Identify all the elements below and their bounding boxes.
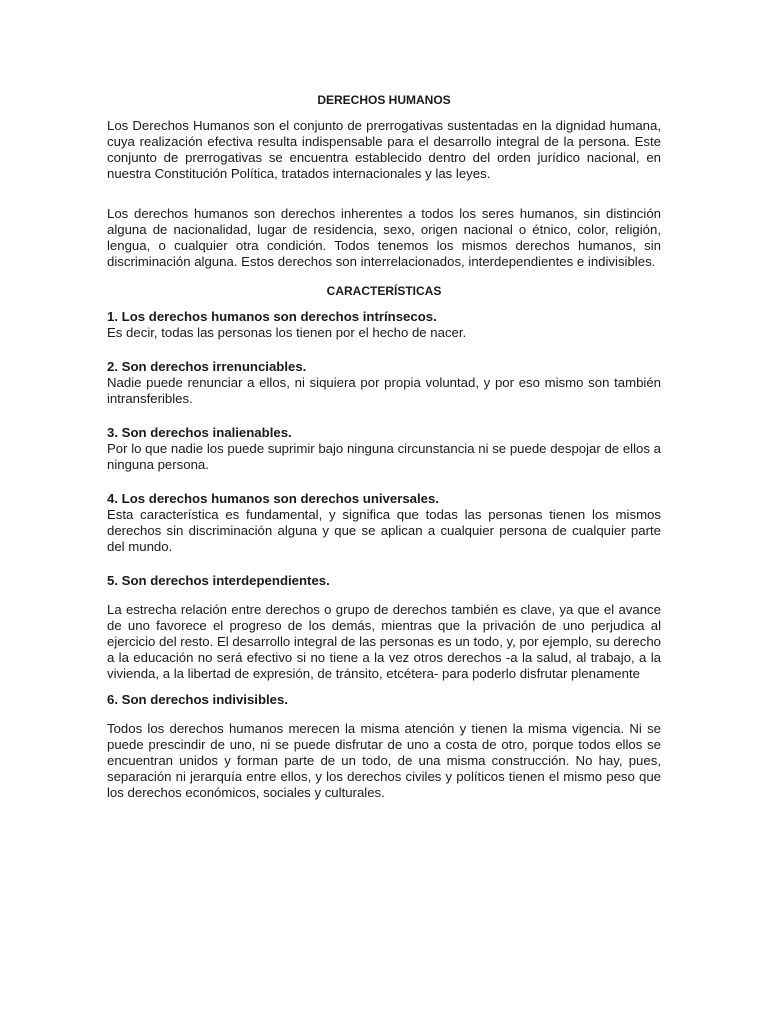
item-heading: 5. Son derechos interdependientes.	[107, 573, 330, 588]
document-title: DERECHOS HUMANOS	[317, 93, 451, 107]
section-title: CARACTERÍSTICAS	[326, 284, 442, 298]
list-item	[107, 692, 661, 801]
item-heading: 1. Los derechos humanos son derechos intrínsecos.	[107, 309, 437, 324]
item-body: Por lo que nadie los puede suprimir bajo ninguna circunstancia ni se puede despojar de ellos a ninguna persona.	[107, 441, 661, 472]
list-item	[107, 425, 661, 473]
list-item	[107, 491, 661, 555]
item-heading: 6. Son derechos indivisibles.	[107, 692, 289, 707]
list-item	[107, 573, 661, 682]
item-body: Nadie puede renunciar a ellos, ni siquiera por propia voluntad, y por eso mismo son también intransferibles.	[107, 375, 661, 406]
item-body: Todos los derechos humanos merecen la misma atención y tienen la misma vigencia. Ni se puede prescindir de uno, ni se puede disfrutar de uno a costa de otro, porque todos ellos se encuentran unidos y forman parte de un todo, de una misma construcción. No hay, pues, separación ni jerarquía entre ellos, y los derechos civiles y políticos tienen el mismo peso que los derechos económicos, sociales y culturales.	[107, 721, 661, 800]
item-body: La estrecha relación entre derechos o grupo de derechos también es clave, ya que el avance de uno favorece el progreso de los demás, mientras que la privación de uno perjudica al ejercicio del resto. El desarrollo integral de las personas es un todo, y, por ejemplo, su derecho a la educación no será efectivo si no tiene a la vez otros derechos -a la salud, al trabajo, a la vivienda, a la libertad de expresión, de tránsito, etcétera- para poderlo disfrutar plenamente	[107, 602, 661, 681]
item-heading: 2. Son derechos irrenunciables.	[107, 359, 307, 374]
list-item	[107, 309, 661, 341]
intro-paragraph-2: Los derechos humanos son derechos inherentes a todos los seres humanos, sin distinción alguna de nacionalidad, lugar de residencia, sexo, origen nacional o étnico, color, religión, lengua, o cualquier otra condición. Todos tenemos los mismos derechos humanos, sin discriminación alguna. Estos derechos son interrelacionados, interdependientes e indivisibles.	[107, 206, 661, 269]
item-body: Es decir, todas las personas los tienen por el hecho de nacer.	[107, 325, 467, 340]
item-heading: 4. Los derechos humanos son derechos universales.	[107, 491, 439, 506]
intro-paragraph-1: Los Derechos Humanos son el conjunto de prerrogativas sustentadas en la dignidad humana, cuya realización efectiva resulta indispensable para el desarrollo integral de la persona. Este conjunto de prerrogativas se encuentra establecido dentro del orden jurídico nacional, en nuestra Constitución Política, tratados internacionales y las leyes.	[107, 118, 661, 181]
list-item	[107, 359, 661, 407]
item-body: Esta característica es fundamental, y significa que todas las personas tienen los mismos derechos sin discriminación alguna y que se aplican a cualquier persona de cualquier parte del mundo.	[107, 507, 661, 554]
document-page	[107, 92, 661, 819]
item-heading: 3. Son derechos inalienables.	[107, 425, 292, 440]
